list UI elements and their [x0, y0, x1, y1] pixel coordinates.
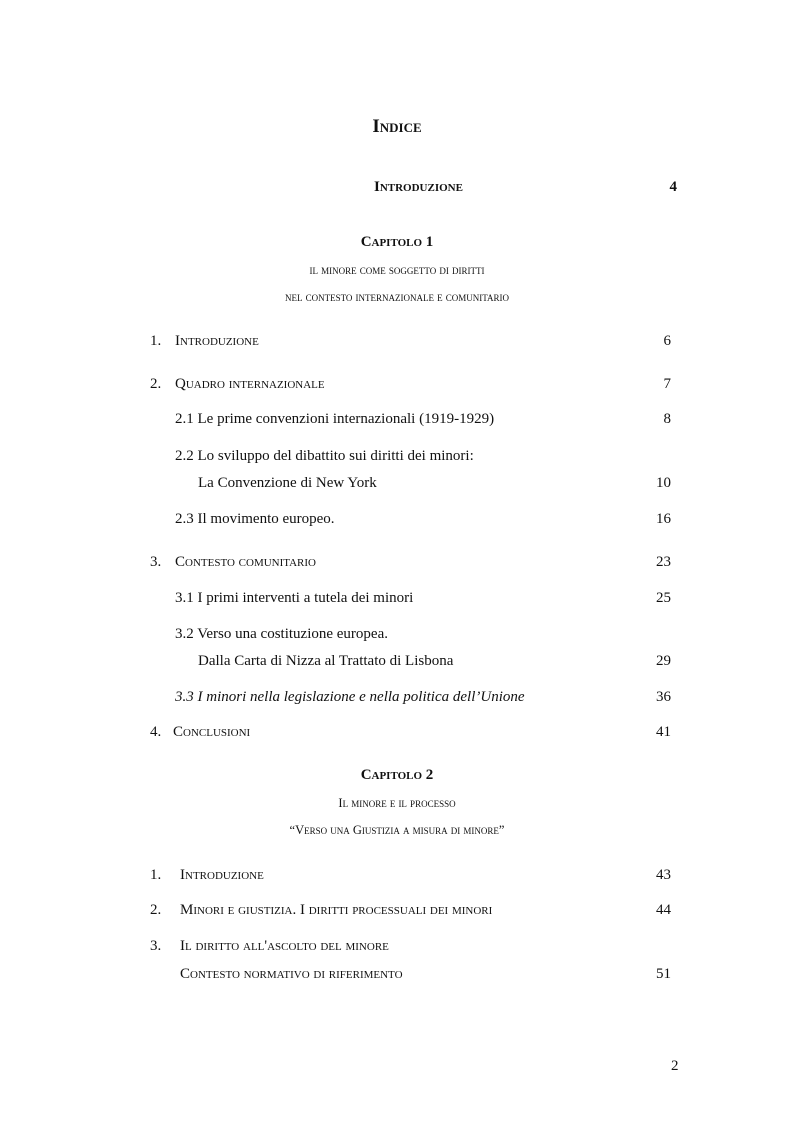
page-number: 2: [671, 1058, 679, 1074]
toc-num: 2.: [150, 902, 162, 918]
toc-entry-label: 3.3 I minori nella legislazione e nella politica dell’Unione: [175, 689, 525, 705]
toc-entry-page: 29: [656, 653, 671, 669]
toc-entry-label-cont: La Convenzione di New York: [198, 475, 377, 491]
toc-entry-label: Il diritto all'ascolto del minore: [180, 938, 389, 954]
toc-entry-label: 3.2 Verso una costituzione europea.: [175, 626, 388, 642]
intro-label: Introduzione: [374, 179, 463, 195]
chapter2-subtitle2: “Verso una Giustizia a misura di minore”: [289, 823, 505, 837]
chapter2-heading: Capitolo 2: [360, 767, 434, 783]
chapter1-heading: Capitolo 1: [360, 234, 434, 250]
toc-entry-page: 7: [663, 376, 671, 392]
toc-entry-label: Contesto comunitario: [175, 554, 317, 570]
chapter2-subtitle1: Il minore e il processo: [338, 796, 456, 810]
chapter1-subtitle1: il minore come soggetto di diritti: [309, 263, 485, 277]
toc-num: 2.: [150, 376, 162, 392]
chapter1-subtitle2: nel contesto internazionale e comunitario: [284, 290, 510, 304]
toc-entry-page: 23: [656, 554, 671, 570]
toc-entry-label: 3.1 I primi interventi a tutela dei minori: [175, 590, 414, 606]
toc-entry-page: 10: [656, 475, 671, 491]
toc-entry-page: 25: [656, 590, 671, 606]
toc-entry-label: Introduzione: [175, 333, 259, 349]
toc-entry-label: 2.1 Le prime convenzioni internazionali (1919-1929): [175, 411, 495, 427]
toc-entry-label: Quadro internazionale: [175, 376, 325, 392]
toc-entry-page: 51: [656, 966, 671, 982]
toc-num: 4.: [150, 724, 162, 740]
toc-num: 1.: [150, 333, 162, 349]
page-title: Indice: [372, 116, 422, 137]
toc-entry-page: 8: [663, 411, 671, 427]
toc-entry-label: Minori e giustizia. I diritti processuali dei minori: [180, 902, 493, 918]
toc-entry-label-cont: Dalla Carta di Nizza al Trattato di Lisbona: [198, 653, 454, 669]
intro-page: 4: [669, 179, 677, 195]
toc-num: 3.: [150, 554, 162, 570]
toc-entry-page: 43: [656, 867, 671, 883]
toc-num: 3.: [150, 938, 162, 954]
toc-entry-page: 44: [656, 902, 671, 918]
toc-entry-label: Introduzione: [180, 867, 264, 883]
toc-entry-label: 2.2 Lo sviluppo del dibattito sui diritti dei minori:: [175, 448, 474, 464]
toc-entry-page: 41: [656, 724, 671, 740]
toc-entry-label: 2.3 Il movimento europeo.: [175, 511, 335, 527]
toc-entry-page: 36: [656, 689, 671, 705]
toc-entry-label-cont: Contesto normativo di riferimento: [180, 966, 403, 982]
toc-num: 1.: [150, 867, 162, 883]
toc-entry-page: 6: [663, 333, 671, 349]
toc-entry-label: Conclusioni: [173, 724, 251, 740]
toc-entry-page: 16: [656, 511, 671, 527]
